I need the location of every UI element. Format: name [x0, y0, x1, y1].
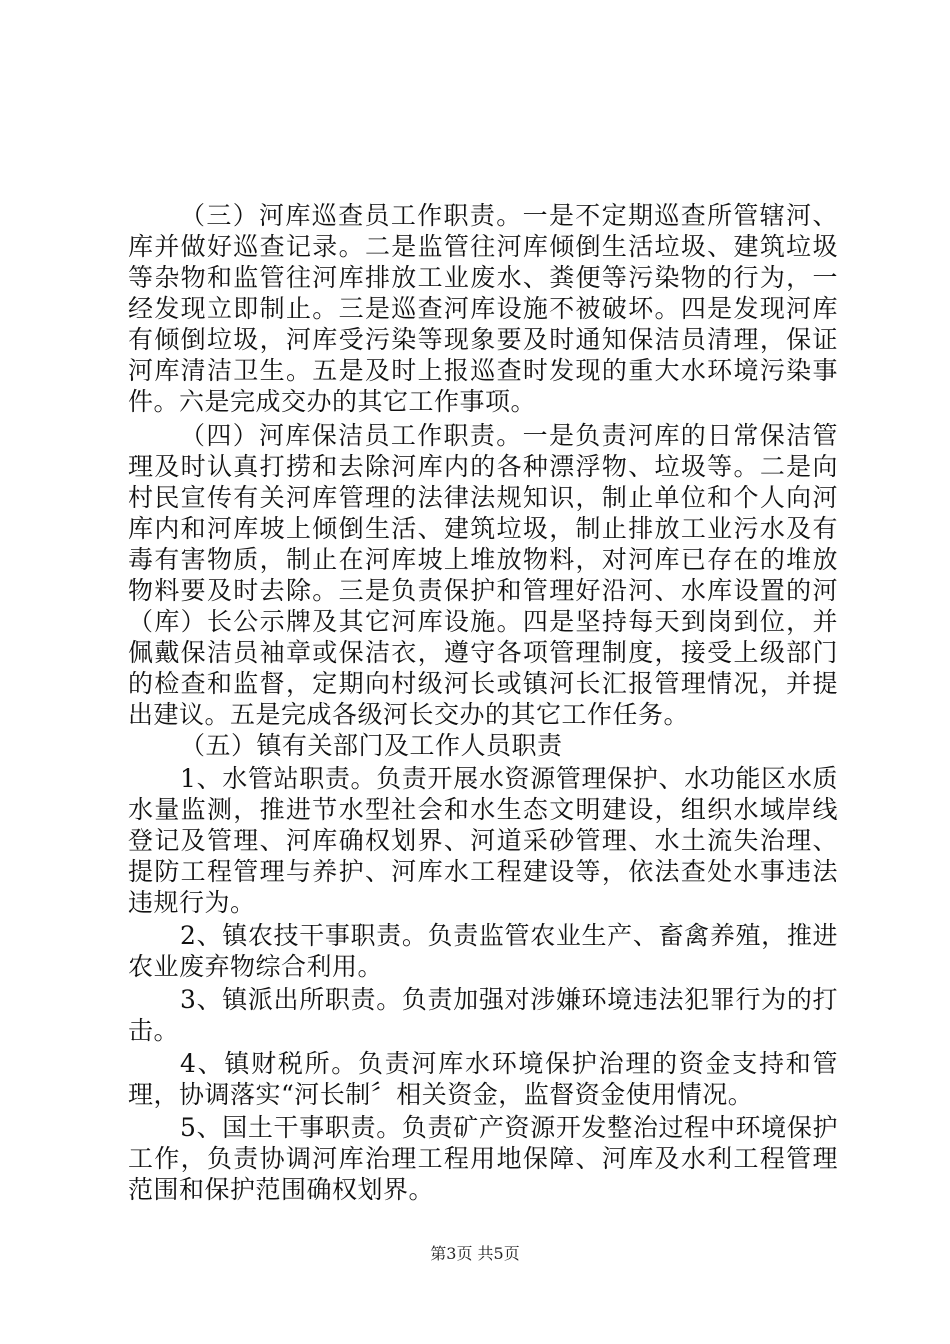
paragraph-town-departments-heading: （五）镇有关部门及工作人员职责: [180, 731, 563, 760]
paragraph-river-inspector-duties: （三）河库巡查员工作职责。一是不定期巡查所管辖河、库并做好巡查记录。二是监管往河库倾倒生活垃圾、建筑垃圾等杂物和监管往河库排放工业废水、粪便等污染物的行为，一经发现立即制止。三是巡查河库设施不被破坏。四是发现河库有倾倒垃圾，河库受污染等现象要及时通知保洁员清理，保证河库清洁卫生。五是及时上报巡查时发现的重大水环境污染事件。六是完成交办的其它工作事项。: [128, 201, 838, 416]
page-number-footer: 第3页 共5页: [430, 1244, 520, 1263]
paragraph-finance-office-duties: 4、镇财税所。负责河库水环境保护治理的资金支持和管理，协调落实“河长制〞相关资金，监督资金使用情况。: [128, 1049, 838, 1109]
paragraph-land-officer-duties: 5、国土干事职责。负责矿产资源开发整治过程中环境保护工作，负责协调河库治理工程用地保障、河库及水利工程管理范围和保护范围确权划界。: [128, 1113, 838, 1204]
paragraph-agri-tech-duties: 2、镇农技干事职责。负责监管农业生产、畜禽养殖，推进农业废弃物综合利用。: [128, 921, 838, 981]
document-body: [128, 200, 838, 1205]
paragraph-police-station-duties: 3、镇派出所职责。负责加强对涉嫌环境违法犯罪行为的打击。: [128, 985, 838, 1045]
paragraph-river-cleaner-duties: （四）河库保洁员工作职责。一是负责河库的日常保洁管理及时认真打捞和去除河库内的各种漂浮物、垃圾等。二是向村民宣传有关河库管理的法律法规知识，制止单位和个人向河库内和河库坡上倾倒生活、建筑垃圾，制止排放工业污水及有毒有害物质，制止在河库坡上堆放物料，对河库已存在的堆放物料要及时去除。三是负责保护和管理好沿河、水库设置的河（库）长公示牌及其它河库设施。四是坚持每天到岗到位，并佩戴保洁员袖章或保洁衣，遵守各项管理制度，接受上级部门的检查和监督，定期向村级河长或镇河长汇报管理情况，并提出建议。五是完成各级河长交办的其它工作任务。: [128, 421, 838, 729]
paragraph-water-station-duties: 1、水管站职责。负责开展水资源管理保护、水功能区水质水量监测，推进节水型社会和水生态文明建设，组织水域岸线登记及管理、河库确权划界、河道采砂管理、水土流失治理、提防工程管理与养护、河库水工程建设等，依法查处水事违法违规行为。: [128, 764, 838, 917]
